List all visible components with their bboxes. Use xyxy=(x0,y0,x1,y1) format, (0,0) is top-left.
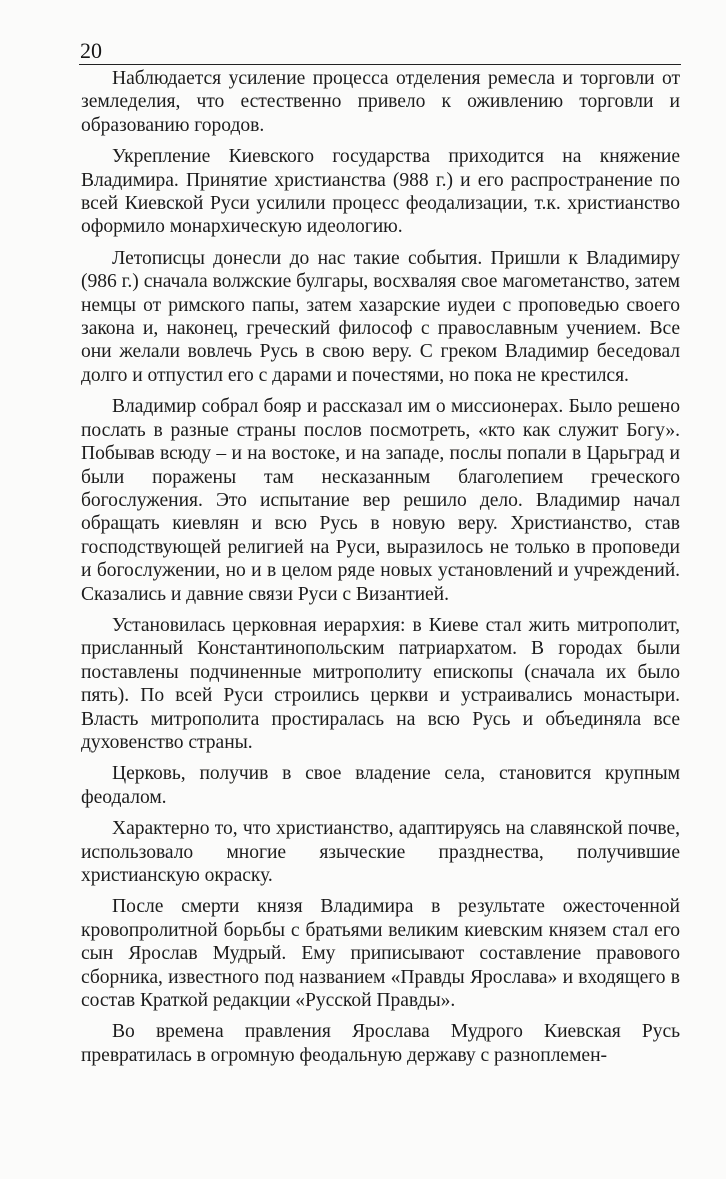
paragraph-yaroslav-the-wise: После смерти князя Владимира в результате ожесточенной кровопролитной борьбы с братьями великим киевским князем стал его сын Ярослав Мудрый. Ему приписывают составление правового сборника, известного под названием «Правды Ярослава» и входящего в состав Краткой редакции «Русской Правды». xyxy=(81,896,680,1012)
paragraph-trade-and-towns: Наблюдается усиление процесса отделения ремесла и торговли от земледелия, что естественно привело к оживлению торговли и образованию городов. xyxy=(81,68,680,136)
paragraph-feudal-state: Во времена правления Ярослава Мудрого Киевская Русь превратилась в огромную феодальную державу с разноплемен- xyxy=(81,1021,680,1066)
body-text xyxy=(81,67,680,1067)
paragraph-christianity-adoption: Укрепление Киевского государства приходится на княжение Владимира. Принятие христианства (988 г.) и его распространение по всей Киевской Руси усилили процесс феодализации, т.к. христианство оформило монархическую идеологию. xyxy=(81,146,680,238)
paragraph-chroniclers: Летописцы донесли до нас такие события. Пришли к Владимиру (986 г.) сначала волжские булгары, восхваляя свое магометанство, затем немцы от римского папы, затем хазарские иудеи с проповедью своего закона и, наконец, греческий философ с православным учением. Все они желали вовлечь Русь в свою веру. С греком Владимир беседовал долго и отпустил его с дарами и почестями, но пока не крестился. xyxy=(81,247,680,386)
page-number: 20 xyxy=(80,38,102,63)
paragraph-pagan-holidays: Характерно то, что христианство, адаптируясь на славянской почве, использовало многие языческие празднества, получившие христианскую окраску. xyxy=(81,818,680,886)
paragraph-vladimir-boyars: Владимир собрал бояр и рассказал им о миссионерах. Было решено послать в разные страны послов посмотреть, «кто как служит Богу». Побывав всюду – и на востоке, и на западе, послы попали в Царьград и были поражены там несказанным благолепием греческого богослужения. Это испытание вер решило дело. Владимир начал обращать киевлян и всю Русь в новую веру. Христианство, став господствующей религией на Руси, выразилось не только в проповеди и богослужении, но и в целом ряде новых установлений и учреждений. Сказались и давние связи Руси с Византией. xyxy=(81,396,680,605)
paragraph-church-feudal: Церковь, получив в свое владение села, становится крупным феодалом. xyxy=(81,763,680,808)
paragraph-church-hierarchy: Установилась церковная иерархия: в Киеве стал жить митрополит, присланный Константинопольским патриархатом. В городах были поставлены подчиненные митрополиту епископы (сначала их было пять). По всей Руси строились церкви и устраивались монастыри. Власть митрополита простиралась на всю Русь и объединяла все духовенство страны. xyxy=(81,614,680,753)
header-rule xyxy=(79,64,681,65)
